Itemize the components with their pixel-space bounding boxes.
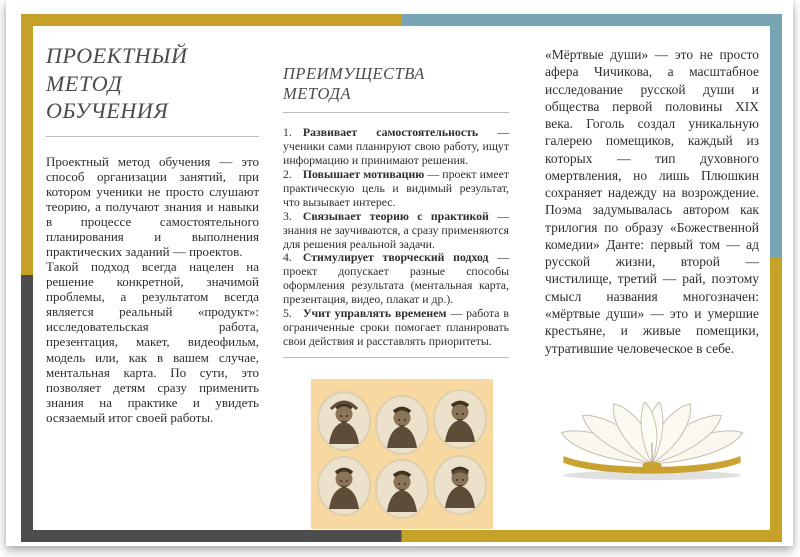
advantages-title-line: ПРЕИМУЩЕСТВА	[283, 64, 425, 83]
intro-paragraph-2: Такой подход всегда нацелен на решение конкретной, значимой проблемы, а результатом всегда является реальный «продукт»: исследовательская работа, презентация, макет, видеофильм, модель или, как в вашем случае, ментальная карта. По сути, это позволяет детям сразу применить знания на практике и увидеть осязаемый итог своей работы.	[46, 259, 259, 425]
benefit-item-2	[283, 168, 509, 210]
right-column	[545, 46, 759, 483]
frame-right-bar	[770, 14, 782, 542]
benefit-text: — проект допускает разные способы оформления результата (ментальная карта, презентация, видео, плакат и др.).	[283, 250, 509, 307]
advantages-title-line: МЕТОДА	[283, 84, 352, 104]
page-title-line: ОБУЧЕНИЯ	[46, 98, 169, 123]
portrait-vignette	[376, 460, 428, 518]
benefit-text: — знания не заучиваются, а сразу применяются для решения реальной задачи.	[283, 208, 509, 251]
benefit-number: 3.	[283, 208, 292, 223]
middle-column	[283, 64, 509, 529]
benefit-title: Стимулирует творческий подход	[302, 250, 489, 265]
benefit-number: 5.	[283, 306, 292, 321]
benefit-title: Повышает мотивацию	[302, 166, 425, 181]
benefit-text: — ученики сами планируют свою работу, ищут информацию и принимают решения.	[283, 125, 509, 168]
frame-bottom-bar	[21, 530, 782, 542]
benefit-text: — проект имеет практическую цель и видимый результат, что вызывает интерес.	[283, 166, 509, 209]
portrait-vignette	[434, 390, 486, 448]
benefit-item-4	[283, 251, 509, 307]
benefit-title: Учит управлять временем	[302, 306, 447, 321]
frame-top-bar	[21, 14, 782, 26]
benefit-number: 1.	[283, 125, 292, 140]
page-title	[46, 42, 259, 125]
advantages-title	[283, 64, 509, 104]
benefit-item-1	[283, 126, 509, 168]
open-book-illustration	[546, 379, 758, 483]
title-divider	[46, 136, 259, 137]
benefit-item-3	[283, 210, 509, 252]
benefit-title: Связывает теорию с практикой	[302, 208, 489, 223]
left-column	[46, 42, 259, 425]
benefits-list	[283, 126, 509, 349]
benefit-number: 4.	[283, 250, 292, 265]
benefit-number: 2.	[283, 166, 292, 181]
benefit-text: — работа в ограниченные сроки помогает планировать свои действия и расставлять приоритеты.	[283, 306, 509, 348]
portrait-vignette	[376, 396, 428, 454]
dead-souls-paragraph: «Мёртвые души» — это не просто афера Чичикова, а масштабное исследование русской души и общества первой половины XIX века. Гоголь создал уникальную галерею помещиков, каждый из которых — тип духовного омертвления, но лишь Плюшкин сохраняет надежду на возрождение. Поэма задумывалась автором как трилогия по образу «Божественной комедии» Данте: первый том — ад русской жизни, второй — чистилище, третий — рай, поэтому смысл названия многозначен: «мёртвые души» — это и умершие крестьяне, и живые помещики, утратившие человеческое в себе.	[545, 47, 759, 356]
page-title-line: ПРОЕКТНЫЙ	[46, 43, 188, 68]
page-title-line: МЕТОД	[46, 70, 123, 96]
benefit-item-5	[283, 307, 509, 349]
list-bottom-divider	[283, 357, 509, 358]
portrait-vignette	[318, 457, 370, 515]
portraits-illustration	[311, 379, 493, 529]
portrait-vignette	[434, 456, 486, 514]
benefit-title: Развивает самостоятельность	[302, 125, 479, 140]
frame-left-bar	[21, 14, 33, 542]
advantages-divider	[283, 112, 509, 113]
intro-paragraph-1: Проектный метод обучения — это способ организации занятий, при котором ученики не просто слушают теорию, а получают знания и навыки в процессе самостоятельного планирования и выполнения практических заданий — проектов.	[46, 153, 259, 259]
